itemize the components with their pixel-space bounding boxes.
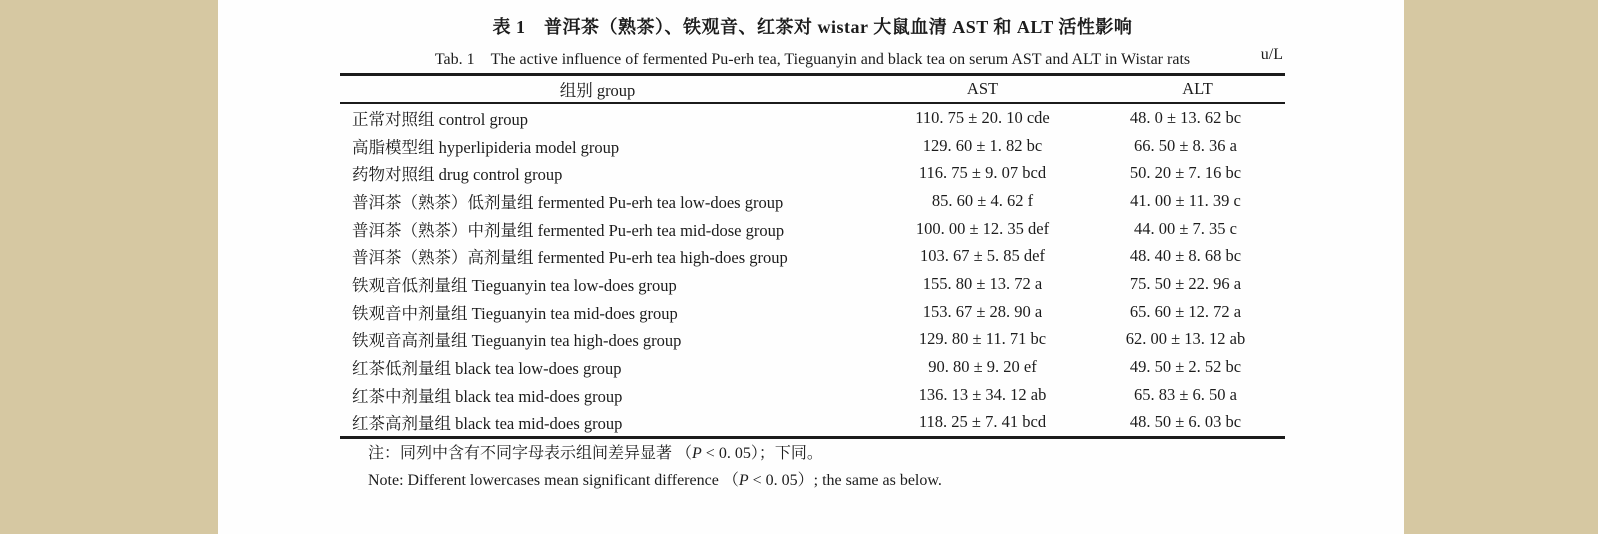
alt-value-cell: 44. 00 ± 7. 35 c [1133, 218, 1237, 238]
col-header-group: 组别 group [340, 75, 855, 104]
table-title-chinese: 表 1 普洱茶（熟茶）、铁观音、红茶对 wistar 大鼠血清 AST 和 ALT 活性影响 [492, 17, 1133, 37]
group-cell: 铁观音高剂量组 Tieguanyin tea high-does group [352, 331, 682, 351]
alt-value-cell: 65. 83 ± 6. 50 a [1133, 384, 1237, 404]
group-cell: 普洱茶（熟茶）中剂量组 fermented Pu-erh tea mid-dose group [352, 220, 785, 240]
alt-value-cell: 48. 50 ± 6. 03 bc [1129, 412, 1242, 432]
ast-value-cell: 118. 25 ± 7. 41 bcd [918, 412, 1047, 432]
alt-value-cell: 50. 20 ± 7. 16 bc [1129, 163, 1242, 183]
table-row [340, 159, 1285, 187]
note-chinese-pre: 注：同列中含有不同字母表示组间差异显著 （ [368, 445, 693, 462]
note-chinese-p: P [692, 445, 702, 462]
alt-value-cell: 49. 50 ± 2. 52 bc [1129, 357, 1242, 377]
page-left-margin [0, 0, 218, 534]
group-cell: 高脂模型组 hyperlipideria model group [352, 137, 620, 157]
group-cell: 红茶中剂量组 black tea mid-does group [352, 386, 623, 406]
alt-value-cell: 65. 60 ± 12. 72 a [1129, 301, 1242, 321]
alt-value-cell: 75. 50 ± 22. 96 a [1129, 273, 1242, 293]
note-english-p: P [738, 472, 749, 489]
note-chinese [368, 440, 823, 463]
table-row [340, 187, 1285, 215]
table-title-english: Tab. 1 The active influence of fermented Pu-erh tea, Tieguanyin and black tea on serum AST and ALT in Wistar rats [434, 51, 1191, 68]
table-figure [340, 0, 1285, 534]
ast-value-cell: 129. 80 ± 11. 71 bc [918, 329, 1047, 349]
col-header-alt: ALT [1110, 75, 1285, 104]
alt-value-cell: 66. 50 ± 8. 36 a [1133, 135, 1237, 155]
table-row [340, 409, 1285, 438]
col-header-ast: AST [855, 75, 1110, 104]
results-table [340, 73, 1285, 439]
table-row [340, 103, 1285, 132]
note-english-pre: Note: Different lowercases mean significant difference （ [368, 472, 739, 489]
note-chinese-post: < 0. 05）；下同。 [701, 445, 823, 462]
alt-value-cell: 41. 00 ± 11. 39 c [1130, 190, 1241, 210]
ast-value-cell: 153. 67 ± 28. 90 a [922, 301, 1043, 321]
ast-value-cell: 90. 80 ± 9. 20 ef [928, 357, 1037, 377]
alt-value-cell: 48. 40 ± 8. 68 bc [1129, 246, 1242, 266]
ast-value-cell: 100. 00 ± 12. 35 def [915, 218, 1050, 238]
table-row [340, 353, 1285, 381]
table-row [340, 326, 1285, 354]
note-english-post: < 0. 05）; the same as below. [748, 472, 942, 489]
table-title-english-row [340, 46, 1285, 69]
group-cell: 红茶低剂量组 black tea low-does group [352, 359, 622, 379]
ast-value-cell: 85. 60 ± 4. 62 f [931, 190, 1034, 210]
alt-value-cell: 48. 0 ± 13. 62 bc [1129, 107, 1242, 127]
page-right-margin [1404, 0, 1598, 534]
table-row [340, 270, 1285, 298]
ast-value-cell: 103. 67 ± 5. 85 def [920, 246, 1045, 266]
group-cell: 铁观音中剂量组 Tieguanyin tea mid-does group [352, 303, 678, 323]
group-cell: 普洱茶（熟茶）低剂量组 fermented Pu-erh tea low-does group [352, 192, 784, 212]
group-cell: 红茶高剂量组 black tea mid-does group [352, 414, 623, 434]
table-row [340, 132, 1285, 160]
ast-value-cell: 116. 75 ± 9. 07 bcd [918, 163, 1047, 183]
header-row [340, 75, 1285, 104]
ast-value-cell: 129. 60 ± 1. 82 bc [922, 135, 1043, 155]
ast-value-cell: 136. 13 ± 34. 12 ab [918, 384, 1047, 404]
note-english [368, 467, 942, 490]
group-cell: 铁观音低剂量组 Tieguanyin tea low-does group [352, 275, 677, 295]
group-cell: 药物对照组 drug control group [352, 165, 563, 185]
table-row [340, 215, 1285, 243]
table-row [340, 298, 1285, 326]
table-row [340, 242, 1285, 270]
alt-value-cell: 62. 00 ± 13. 12 ab [1125, 329, 1246, 349]
group-cell: 正常对照组 control group [352, 109, 528, 129]
ast-value-cell: 155. 80 ± 13. 72 a [922, 273, 1043, 293]
group-cell: 普洱茶（熟茶）高剂量组 fermented Pu-erh tea high-does group [352, 248, 788, 268]
ast-value-cell: 110. 75 ± 20. 10 cde [915, 107, 1050, 127]
table-row [340, 381, 1285, 409]
unit-label: u/L [1260, 46, 1283, 63]
